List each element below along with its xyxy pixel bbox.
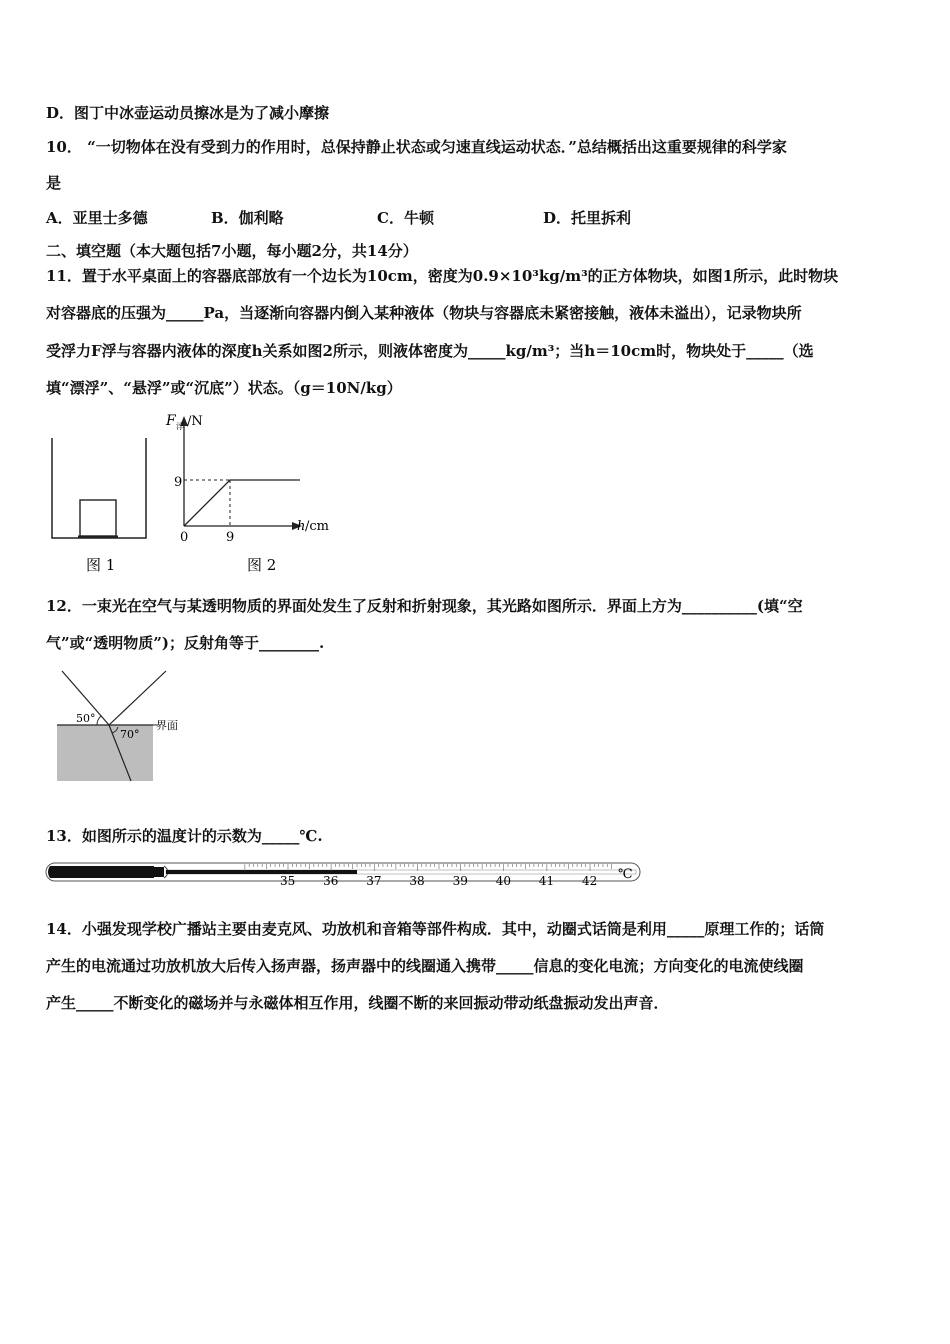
q11-stem-line1: 11．置于水平桌面上的容器底部放有一个边长为10cm，密度为0.9×10³kg/m³的正方体物块，如图1所示，此时物块 (46, 267, 839, 285)
reflected-ray (109, 671, 166, 725)
q10-stem-line1: 10． “一切物体在没有受到力的作用时，总保持静止状态或匀速直线运动状态．”总结概括出这重要规律的科学家 (46, 138, 787, 156)
thermometer-bulb (48, 866, 154, 878)
q14-stem-line3: 产生_____不断变化的磁场并与永磁体相互作用，线圈不断的来回振动带动纸盘振动发出声音． (46, 994, 669, 1012)
figure-2-caption: 图 2 (247, 556, 277, 574)
thermometer-label-39: 39 (452, 874, 468, 888)
x-axis-label: h (297, 519, 306, 534)
figure-2-graph (160, 408, 335, 578)
angle-50-label: 50° (76, 712, 96, 725)
interface-label: 界面 (156, 719, 178, 732)
q10-option-a: A．亚里士多德 (46, 209, 148, 227)
q10-stem-line2: 是 (46, 174, 62, 192)
buoyancy-curve (184, 480, 300, 526)
thermometer-label-36: 36 (323, 874, 339, 888)
q14-stem-line1: 14．小强发现学校广播站主要由麦克风、功放机和音箱等部件构成．其中，动圈式话筒是利用_____原理工作的；话筒 (46, 920, 825, 938)
q12-stem-line2: 气”或“透明物质”)；反射角等于________. (46, 634, 325, 652)
q12-stem-line1: 12．一束光在空气与某透明物质的界面处发生了反射和折射现象，其光路如图所示．界面上方为__________(填“空 (46, 597, 803, 615)
q11-stem-line4: 填“漂浮”、“悬浮”或“沉底”）状态。（g＝10N/kg） (46, 379, 402, 397)
thermometer-label-41: 41 (538, 874, 555, 888)
thermometer-label-40: 40 (495, 874, 511, 888)
q14-stem-line2: 产生的电流通过功放机放大后传入扬声器，扬声器中的线圈通入携带_____信息的变化电流；方向变化的电流使线圈 (46, 957, 804, 975)
thermometer-label-37: 37 (366, 874, 382, 888)
thermometer-label-42: 42 (582, 874, 598, 888)
q10-option-d: D．托里拆利 (543, 209, 632, 227)
origin-label: 0 (180, 530, 189, 545)
y-axis-sub: 浮 (176, 422, 184, 431)
q13-stem: 13．如图所示的温度计的示数为_____℃. (46, 827, 323, 845)
q10-option-c: C．牛顿 (377, 209, 434, 227)
y-axis-label: F (166, 413, 176, 429)
x-tick-9: 9 (226, 530, 235, 545)
cube-block (80, 500, 116, 536)
x-axis-unit: /cm (305, 519, 329, 534)
thermometer (44, 855, 644, 891)
y-axis-unit: /N (187, 414, 203, 429)
q9-option-d: D．图丁中冰壶运动员擦冰是为了减小摩擦 (46, 104, 330, 122)
angle-70-label: 70° (120, 728, 140, 741)
thermometer-unit: ℃ (618, 867, 633, 882)
y-tick-9: 9 (174, 475, 183, 490)
figure-1-caption: 图 1 (86, 556, 116, 574)
figure-1-container (46, 430, 156, 575)
section-title: 二、填空题（本大题包括7小题，每小题2分，共14分） (46, 242, 418, 260)
q11-stem-line2: 对容器底的压强为_____Pa，当逐渐向容器内倒入某种液体（物块与容器底未紧密接触，液体未溢出），记录物块所 (46, 304, 802, 322)
light-path-figure (52, 665, 202, 787)
q11-stem-line3: 受浮力F浮与容器内液体的深度h关系如图2所示，则液体密度为_____kg/m³；当h＝10cm时，物块处于_____（选 (46, 342, 814, 360)
thermometer-label-38: 38 (409, 874, 425, 888)
q10-option-b: B．伽利略 (211, 209, 284, 227)
thermometer-label-35: 35 (280, 874, 296, 888)
